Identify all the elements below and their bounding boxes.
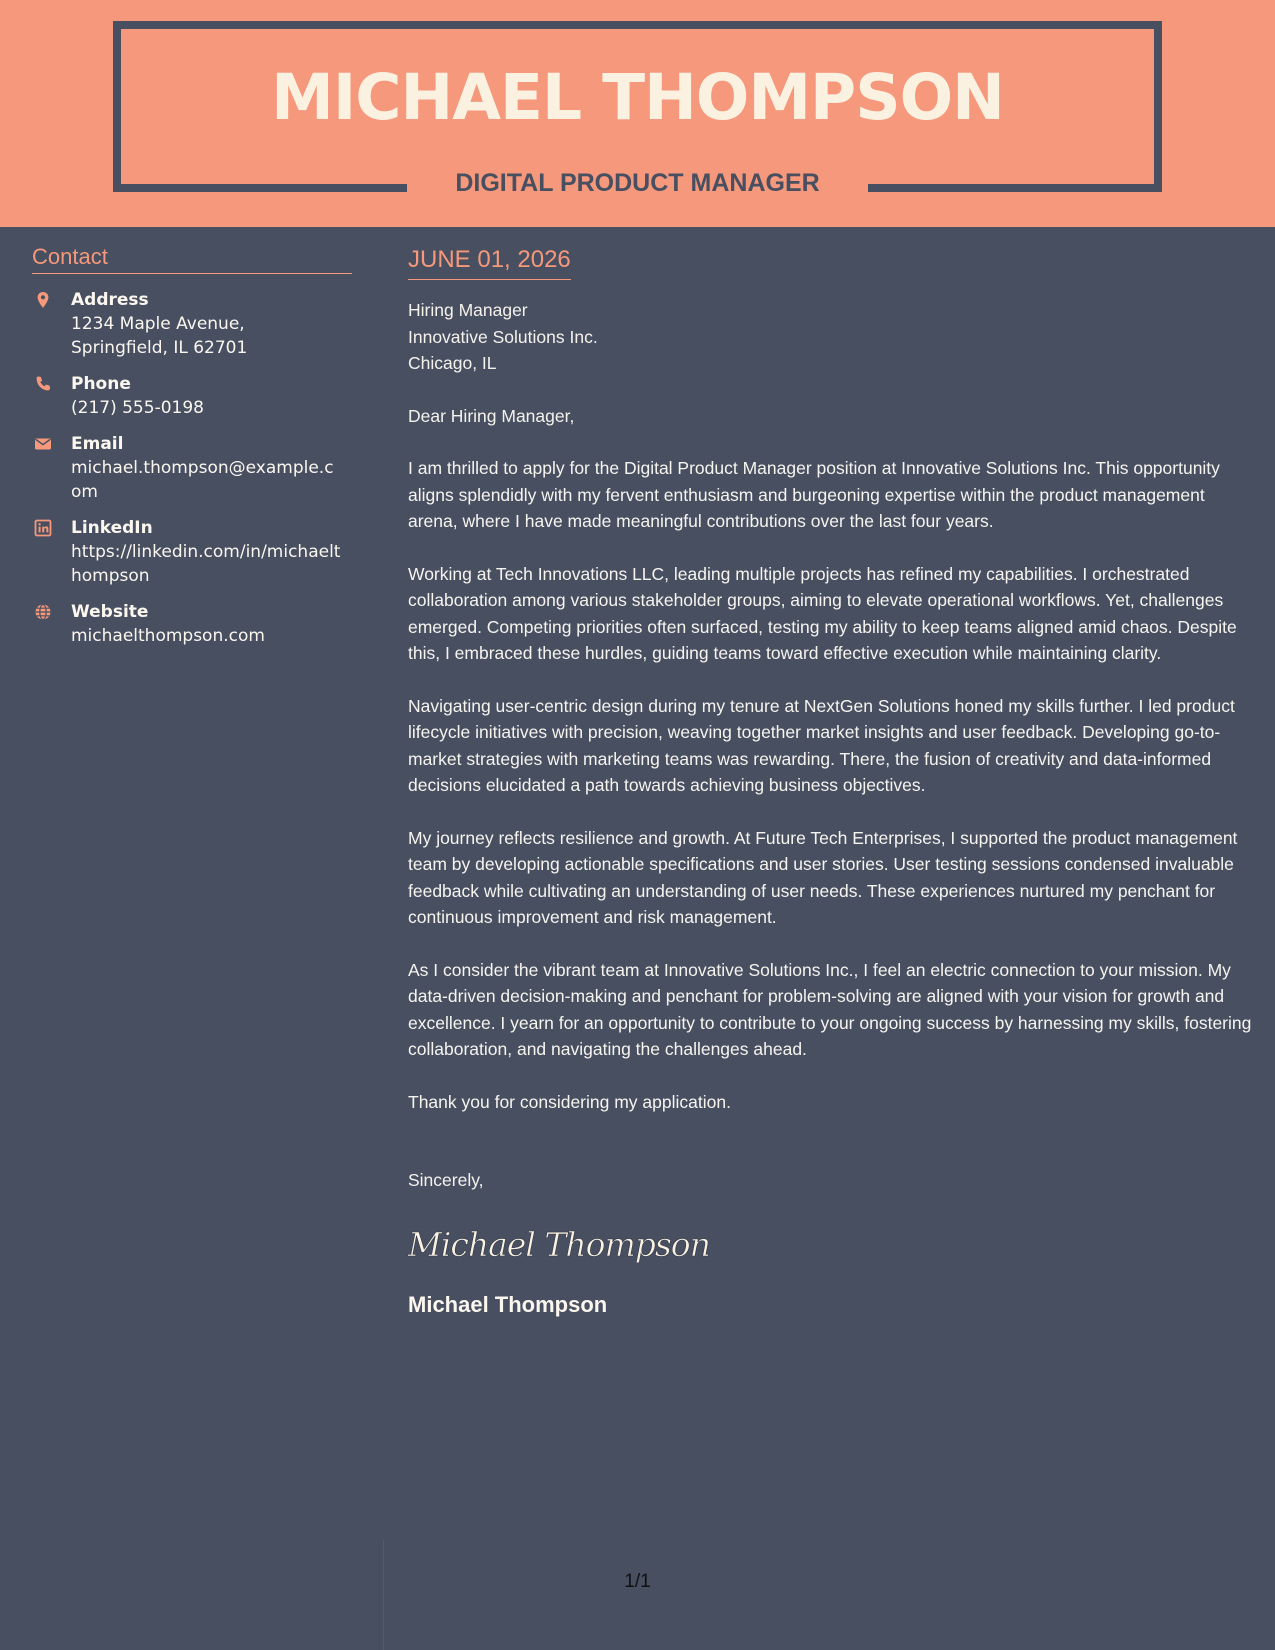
paragraph: Thank you for considering my application. [408, 1091, 731, 1112]
recipient-block [408, 297, 1253, 377]
contact-label: Email [71, 434, 124, 454]
map-pin-icon [34, 291, 52, 309]
recipient-line: Innovative Solutions Inc. [408, 326, 598, 347]
contact-label: Address [71, 290, 149, 310]
linkedin-link[interactable]: https://linkedin.com/in/michaelthompson [71, 542, 341, 586]
contact-phone [32, 372, 352, 420]
column-divider [383, 1540, 384, 1650]
letter-date: JUNE 01, 2026 [408, 244, 571, 280]
handwritten-signature [408, 1216, 1253, 1276]
contact-sidebar [32, 242, 352, 648]
website-link[interactable]: michaelthompson.com [71, 626, 265, 646]
phone-icon [34, 375, 52, 393]
recipient-line: Chicago, IL [408, 353, 497, 373]
email-link[interactable]: michael.thompson@example.com [71, 458, 334, 502]
paragraph: Working at Tech Innovations LLC, leading multiple projects has refined my capabilities. I orchestrated collaboration among various stakeholder groups, aiming to elevate operational workflows. Yet, challenges emerged. Competing priorities often surfaced, testing my ability to keep teams aligned amid chaos. Despite this, I embraced these hurdles, guiding teams toward effective execution while maintaining clarity. [408, 563, 1237, 663]
contact-email [32, 432, 352, 504]
paragraph: I am thrilled to apply for the Digital Product Manager position at Innovative Solutions Inc. This opportunity aligns splendidly with my fervent enthusiasm and burgeoning expertise within the product management arena, where I have made meaningful contributions over the last four years. [408, 458, 1220, 531]
paragraph: As I consider the vibrant team at Innovative Solutions Inc., I feel an electric connection to your mission. My data-driven decision-making and penchant for problem-solving are aligned with your vision for growth and excellence. I yearn for an opportunity to contribute to your ongoing success by harnessing my skills, fostering collaboration, and navigating the challenges ahead. [408, 959, 1252, 1059]
header-banner [0, 0, 1275, 227]
recipient-line: Hiring Manager [408, 300, 528, 320]
page-number: 1/1 [624, 1571, 651, 1592]
contact-value: 1234 Maple Avenue, Springfield, IL 62701 [71, 314, 248, 358]
contact-address [32, 288, 352, 360]
envelope-icon [34, 435, 52, 453]
applicant-name: MICHAEL THOMPSON [271, 61, 1004, 134]
contact-label: LinkedIn [71, 518, 153, 538]
contact-label: Phone [71, 374, 131, 394]
letter-paragraphs [408, 455, 1253, 1115]
paragraph: Navigating user-centric design during my tenure at NextGen Solutions honed my skills further. I led product lifecycle initiatives with precision, weaving together market insights and user feedback. Developing go-to-market strategies with marketing teams was rewarding. There, the fusion of creativity and data-informed decisions elucidated a path towards achieving business objectives. [408, 695, 1235, 795]
linkedin-icon [34, 519, 52, 537]
contact-website [32, 600, 352, 648]
letter-body [408, 244, 1253, 1320]
contact-linkedin [32, 516, 352, 588]
job-title: DIGITAL PRODUCT MANAGER [455, 169, 820, 197]
signature-text: Michael Thompson [408, 1224, 710, 1264]
salutation: Dear Hiring Manager, [408, 405, 575, 426]
paragraph: My journey reflects resilience and growth. At Future Tech Enterprises, I supported the product management team by developing actionable specifications and user stories. User testing sessions condensed invaluable feedback while cultivating an understanding of user needs. These experiences nurtured my penchant for continuous improvement and risk management. [408, 827, 1238, 927]
closing: Sincerely, [408, 1170, 484, 1190]
contact-heading: Contact [32, 242, 352, 274]
contact-label: Website [71, 602, 149, 622]
contact-value: (217) 555-0198 [71, 398, 204, 418]
signed-name: Michael Thompson [408, 1291, 608, 1317]
contact-list [32, 288, 352, 648]
globe-icon [34, 603, 52, 621]
